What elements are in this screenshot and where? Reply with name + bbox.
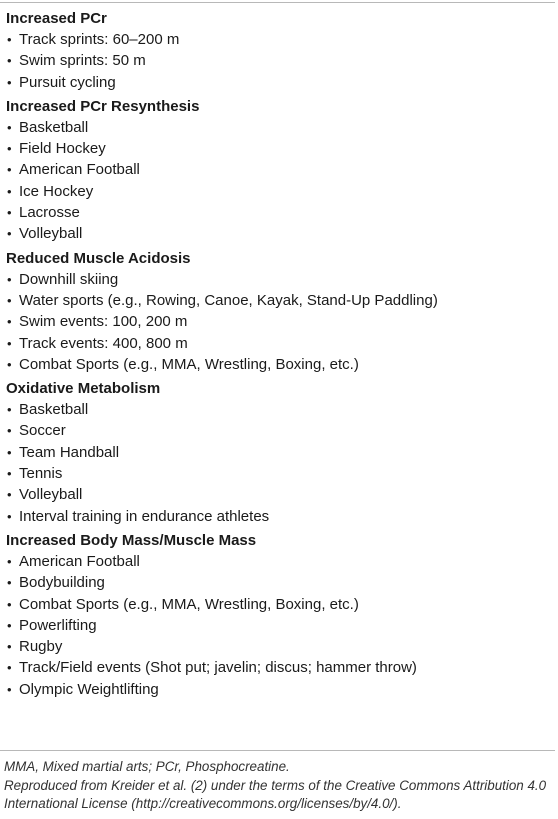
list-item-text: Tennis bbox=[19, 465, 63, 483]
bullet-icon: • bbox=[7, 402, 12, 418]
list-item-text: Water sports (e.g., Rowing, Canoe, Kayak, Stand-Up Paddling) bbox=[19, 291, 438, 309]
list-item bbox=[0, 311, 555, 332]
list-item-text: Swim events: 100, 200 m bbox=[19, 313, 188, 331]
list-item bbox=[0, 679, 555, 700]
list-item bbox=[0, 333, 555, 354]
list-item-text: Bodybuilding bbox=[19, 574, 105, 592]
list-item bbox=[0, 181, 555, 202]
section-heading: Oxidative Metabolism bbox=[6, 380, 161, 398]
bullet-icon: • bbox=[7, 444, 12, 460]
bullet-icon: • bbox=[7, 141, 12, 157]
section-list bbox=[0, 29, 555, 93]
list-item bbox=[0, 463, 555, 484]
section-heading: Increased Body Mass/Muscle Mass bbox=[6, 531, 257, 549]
list-item-text: Lacrosse bbox=[19, 204, 80, 222]
section-list bbox=[0, 399, 555, 527]
list-item-text: Powerlifting bbox=[19, 616, 97, 634]
bullet-icon: • bbox=[7, 205, 12, 221]
list-item bbox=[0, 354, 555, 375]
list-item bbox=[0, 223, 555, 244]
bullet-icon: • bbox=[7, 271, 12, 287]
list-item bbox=[0, 29, 555, 50]
top-rule bbox=[0, 2, 555, 3]
list-item bbox=[0, 484, 555, 505]
list-item-text: American Football bbox=[19, 552, 140, 570]
list-item-text: Basketball bbox=[19, 401, 89, 419]
list-item bbox=[0, 594, 555, 615]
bullet-icon: • bbox=[7, 553, 12, 569]
list-item bbox=[0, 420, 555, 441]
bullet-icon: • bbox=[7, 162, 12, 178]
section-heading: Increased PCr bbox=[6, 10, 107, 27]
list-item bbox=[0, 290, 555, 311]
list-item-text: Pursuit cycling bbox=[19, 73, 116, 91]
list-item-text: Field Hockey bbox=[19, 140, 106, 158]
list-item bbox=[0, 117, 555, 138]
list-item-text: Interval training in endurance athletes bbox=[19, 507, 270, 525]
list-item-text: Track/Field events (Shot put; javelin; discus; hammer throw) bbox=[19, 659, 417, 677]
bullet-icon: • bbox=[7, 335, 12, 351]
list-item bbox=[0, 442, 555, 463]
section-list bbox=[0, 551, 555, 700]
abbreviations-note: MMA, Mixed martial arts; PCr, Phosphocreatine. bbox=[4, 759, 290, 774]
bullet-icon: • bbox=[7, 575, 12, 591]
bullet-icon: • bbox=[7, 32, 12, 47]
list-item-text: Rugby bbox=[19, 638, 63, 656]
bullet-icon: • bbox=[7, 292, 12, 308]
bullet-icon: • bbox=[7, 508, 12, 524]
section-heading: Reduced Muscle Acidosis bbox=[6, 249, 191, 267]
list-item bbox=[0, 572, 555, 593]
table-body bbox=[0, 8, 555, 700]
bullet-icon: • bbox=[7, 639, 12, 655]
list-item bbox=[0, 636, 555, 657]
list-item-text: Volleyball bbox=[19, 486, 83, 504]
list-item bbox=[0, 159, 555, 180]
bullet-icon: • bbox=[7, 596, 12, 612]
bullet-icon: • bbox=[7, 356, 12, 372]
list-item bbox=[0, 657, 555, 678]
list-item bbox=[0, 50, 555, 71]
bullet-icon: • bbox=[7, 314, 12, 330]
bullet-icon: • bbox=[7, 53, 12, 69]
list-item-text: Soccer bbox=[19, 422, 66, 440]
source-note bbox=[4, 777, 556, 814]
list-item bbox=[0, 615, 555, 636]
list-item-text: Track events: 400, 800 m bbox=[19, 334, 188, 352]
bottom-rule bbox=[0, 750, 555, 751]
list-item-text: Olympic Weightlifting bbox=[19, 680, 159, 698]
section-heading: Increased PCr Resynthesis bbox=[6, 97, 200, 115]
bullet-icon: • bbox=[7, 487, 12, 503]
list-item-text: Track sprints: 60–200 m bbox=[19, 31, 180, 48]
bullet-icon: • bbox=[7, 466, 12, 482]
list-item bbox=[0, 551, 555, 572]
bullet-icon: • bbox=[7, 660, 12, 676]
list-item-text: American Football bbox=[19, 161, 140, 179]
bullet-icon: • bbox=[7, 183, 12, 199]
source-text: Reproduced from Kreider et al. (2) under the terms of the Creative Commons Attribution 4.0 International License (http://creativecommons.org/licenses/by/4.0/). bbox=[4, 777, 547, 811]
bullet-icon: • bbox=[7, 681, 12, 697]
list-item-text: Combat Sports (e.g., MMA, Wrestling, Boxing, etc.) bbox=[19, 355, 359, 373]
list-item-text: Team Handball bbox=[19, 443, 120, 461]
list-item-text: Volleyball bbox=[19, 225, 83, 243]
list-item bbox=[0, 269, 555, 290]
list-item-text: Swim sprints: 50 m bbox=[19, 52, 146, 70]
bullet-icon: • bbox=[7, 617, 12, 633]
bullet-icon: • bbox=[7, 119, 12, 135]
bullet-icon: • bbox=[7, 423, 12, 439]
list-item bbox=[0, 138, 555, 159]
section-list bbox=[0, 269, 555, 375]
list-item bbox=[0, 506, 555, 527]
list-item-text: Downhill skiing bbox=[19, 270, 119, 288]
list-item-text: Combat Sports (e.g., MMA, Wrestling, Boxing, etc.) bbox=[19, 595, 359, 613]
bullet-icon: • bbox=[7, 74, 12, 90]
table-footnotes bbox=[4, 758, 556, 814]
bullet-icon: • bbox=[7, 226, 12, 242]
list-item bbox=[0, 72, 555, 93]
list-item bbox=[0, 399, 555, 420]
section-list bbox=[0, 117, 555, 245]
list-item bbox=[0, 202, 555, 223]
list-item-text: Ice Hockey bbox=[19, 182, 94, 200]
list-item-text: Basketball bbox=[19, 118, 89, 136]
